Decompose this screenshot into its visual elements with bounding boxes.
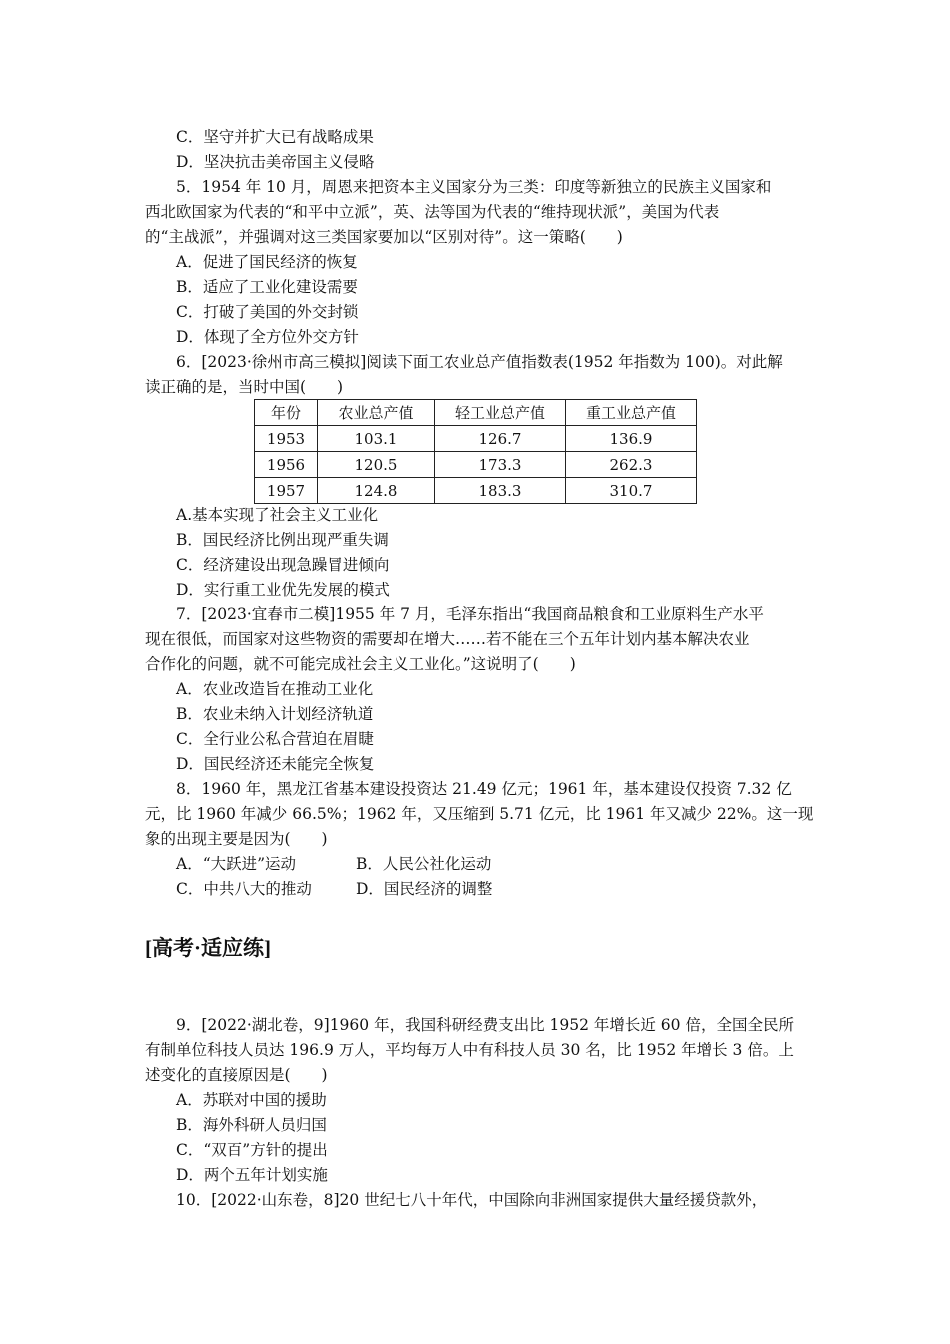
output-index-table [254, 399, 697, 504]
q8-options-row-2 [176, 878, 846, 900]
q6-option-b[interactable]: B．国民经济比例出现严重失调 [176, 531, 389, 549]
table-cell: 173.3 [435, 452, 566, 478]
table-cell: 126.7 [435, 426, 566, 452]
q5-stem-line-3: 的“主战派”，并强调对这三类国家要加以“区别对待”。这一策略( ) [145, 228, 623, 246]
q8-option-c[interactable]: C．中共八大的推动 [176, 880, 312, 898]
q7-stem-line-2: 现在很低，而国家对这些物资的需要却在增大……若不能在三个五年计划内基本解决农业 [145, 630, 750, 648]
q6-stem-line-1: 6．[2023·徐州市高三模拟]阅读下面工农业总产值指数表(1952 年指数为 100)。对此解 [176, 353, 783, 371]
q6-option-d[interactable]: D．实行重工业优先发展的模式 [176, 581, 390, 599]
table-cell: 136.9 [566, 426, 697, 452]
q4-option-d[interactable]: D．坚决抗击美帝国主义侵略 [176, 153, 375, 171]
q7-stem-line-3: 合作化的问题，就不可能完成社会主义工业化。”这说明了( ) [145, 655, 576, 673]
q5-stem-line-1: 5．1954 年 10 月，周恩来把资本主义国家分为三类：印度等新独立的民族主义国家和 [176, 178, 772, 196]
q8-stem-line-2: 元，比 1960 年减少 66.5%；1962 年，又压缩到 5.71 亿元，比 1961 年又减少 22%。这一现 [145, 805, 814, 823]
q9-option-d[interactable]: D．两个五年计划实施 [176, 1166, 328, 1184]
table-header: 轻工业总产值 [435, 400, 566, 426]
q5-option-c[interactable]: C．打破了美国的外交封锁 [176, 303, 359, 321]
q6-stem-line-2: 读正确的是，当时中国( ) [145, 378, 344, 396]
q7-option-c[interactable]: C．全行业公私合营迫在眉睫 [176, 730, 374, 748]
table-cell: 103.1 [318, 426, 435, 452]
table-cell: 120.5 [318, 452, 435, 478]
q7-option-d[interactable]: D．国民经济还未能完全恢复 [176, 755, 375, 773]
q4-option-c[interactable]: C．坚守并扩大已有战略成果 [176, 128, 374, 146]
q9-stem-line-1: 9．[2022·湖北卷，9]1960 年，我国科研经费支出比 1952 年增长近 60 倍，全国全民所 [176, 1016, 794, 1034]
table-cell: 262.3 [566, 452, 697, 478]
q9-option-b[interactable]: B．海外科研人员归国 [176, 1116, 327, 1134]
section-heading: [高考·适应练] [145, 936, 271, 960]
q9-option-a[interactable]: A．苏联对中国的援助 [176, 1091, 327, 1109]
table-cell: 183.3 [435, 478, 566, 504]
q5-stem-line-2: 西北欧国家为代表的“和平中立派”，英、法等国为代表的“维持现状派”，美国为代表 [145, 203, 720, 221]
q7-option-b[interactable]: B．农业未纳入计划经济轨道 [176, 705, 374, 723]
q9-stem-line-2: 有制单位科技人员达 196.9 万人，平均每万人中有科技人员 30 名，比 1952 年增长 3 倍。上 [145, 1041, 794, 1059]
q5-option-b[interactable]: B．适应了工业化建设需要 [176, 278, 358, 296]
table-cell: 310.7 [566, 478, 697, 504]
q7-stem-line-1: 7．[2023·宜春市二模]1955 年 7 月，毛泽东指出“我国商品粮食和工业原料生产水平 [176, 605, 764, 623]
table-row [255, 426, 697, 452]
q6-option-a[interactable]: A.基本实现了社会主义工业化 [176, 506, 379, 524]
q8-stem-line-1: 8．1960 年，黑龙江省基本建设投资达 21.49 亿元；1961 年，基本建设仅投资 7.32 亿 [176, 780, 792, 798]
q5-option-d[interactable]: D．体现了全方位外交方针 [176, 328, 359, 346]
q6-option-c[interactable]: C．经济建设出现急躁冒进倾向 [176, 556, 390, 574]
table-header: 农业总产值 [318, 400, 435, 426]
q8-option-a[interactable]: A．“大跃进”运动 [176, 855, 297, 873]
q9-stem-line-3: 述变化的直接原因是( ) [145, 1066, 328, 1084]
q5-option-a[interactable]: A．促进了国民经济的恢复 [176, 253, 358, 271]
table-cell: 124.8 [318, 478, 435, 504]
q8-options-row-1 [176, 853, 846, 875]
table-header-row [255, 400, 697, 426]
table-header: 年份 [255, 400, 318, 426]
q7-option-a[interactable]: A．农业改造旨在推动工业化 [176, 680, 374, 698]
table-cell: 1953 [255, 426, 318, 452]
q8-option-b[interactable]: B．人民公社化运动 [356, 855, 492, 873]
table-row [255, 452, 697, 478]
table-cell: 1956 [255, 452, 318, 478]
q9-option-c[interactable]: C．“双百”方针的提出 [176, 1141, 328, 1159]
q8-stem-line-3: 象的出现主要是因为( ) [145, 830, 328, 848]
q10-stem-line-1: 10．[2022·山东卷，8]20 世纪七八十年代，中国除向非洲国家提供大量经援贷款外， [176, 1191, 768, 1209]
table-header: 重工业总产值 [566, 400, 697, 426]
table-cell: 1957 [255, 478, 318, 504]
table-row [255, 478, 697, 504]
q8-option-d[interactable]: D．国民经济的调整 [356, 880, 493, 898]
